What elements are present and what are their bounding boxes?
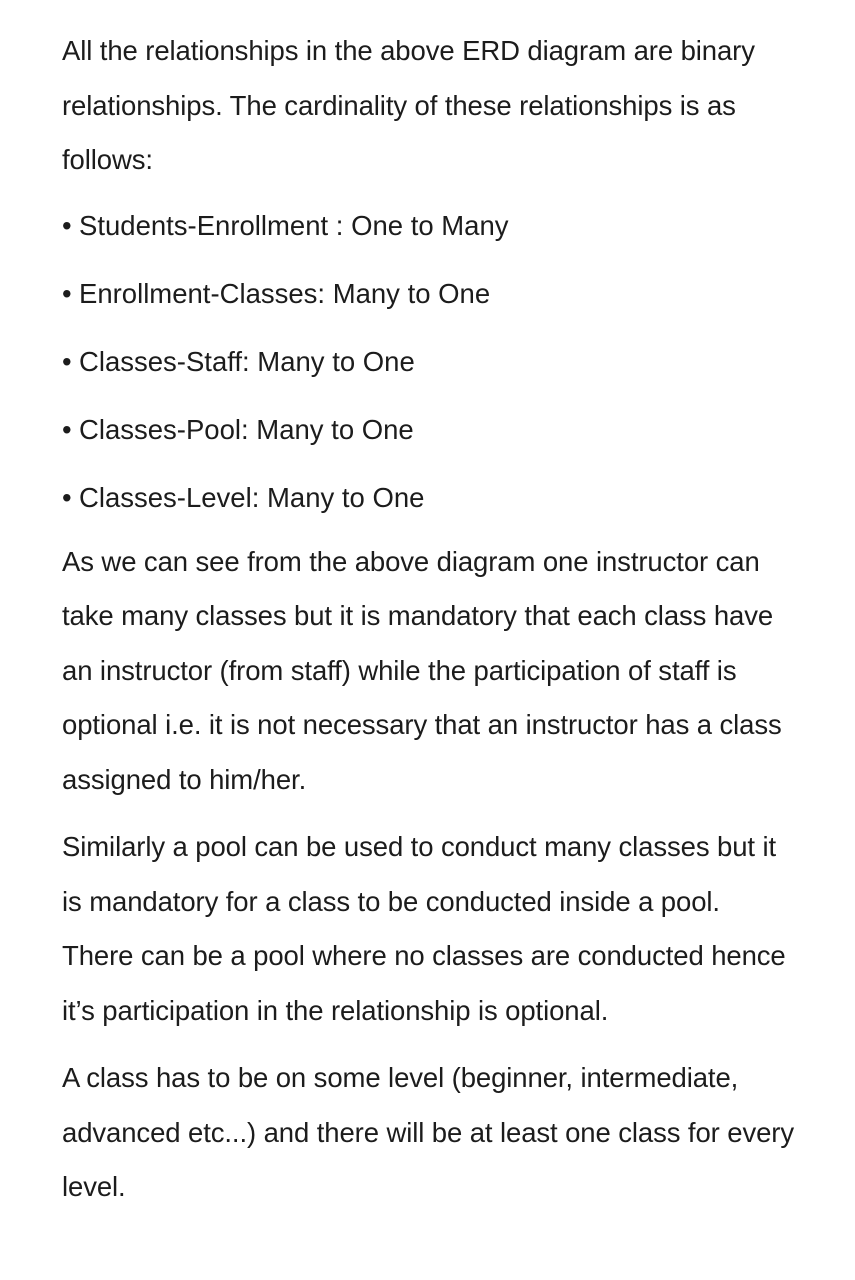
level-paragraph: A class has to be on some level (beginner, intermediate, advanced etc...) and there will be at least one class for every level. [62, 1062, 795, 1203]
list-item [62, 260, 795, 328]
bullet-icon: • [62, 414, 72, 446]
paragraph-spacer [62, 807, 795, 820]
list-item-text: Classes-Pool: Many to One [79, 414, 414, 446]
list-item-text: Classes-Level: Many to One [79, 482, 425, 514]
paragraph-spacer [62, 1038, 795, 1051]
bullet-icon: • [62, 209, 72, 241]
list-item [62, 328, 795, 396]
instructor-paragraph: As we can see from the above diagram one instructor can take many classes but it is mandatory that each class have an instructor (from staff) while the participation of staff is optional i.e. it is not necessary that an instructor has a class assigned to him/her. [62, 545, 782, 795]
list-item [62, 464, 795, 532]
cardinality-list [62, 192, 795, 533]
bullet-icon: • [62, 482, 72, 514]
bullet-icon: • [62, 345, 72, 377]
list-item-text: Students-Enrollment : One to Many [79, 209, 509, 241]
intro-paragraph: All the relationships in the above ERD diagram are binary relationships. The cardinality of these relationships is as follows: [62, 35, 755, 175]
list-item-text: Classes-Staff: Many to One [79, 345, 415, 377]
pool-paragraph: Similarly a pool can be used to conduct many classes but it is mandatory for a class to be conducted inside a pool. There can be a pool where no classes are conducted hence it’s participation in the relationship is optional. [62, 831, 786, 1026]
list-item [62, 396, 795, 464]
list-item [62, 192, 795, 260]
list-item-text: Enrollment-Classes: Many to One [79, 277, 491, 309]
bullet-icon: • [62, 277, 72, 309]
